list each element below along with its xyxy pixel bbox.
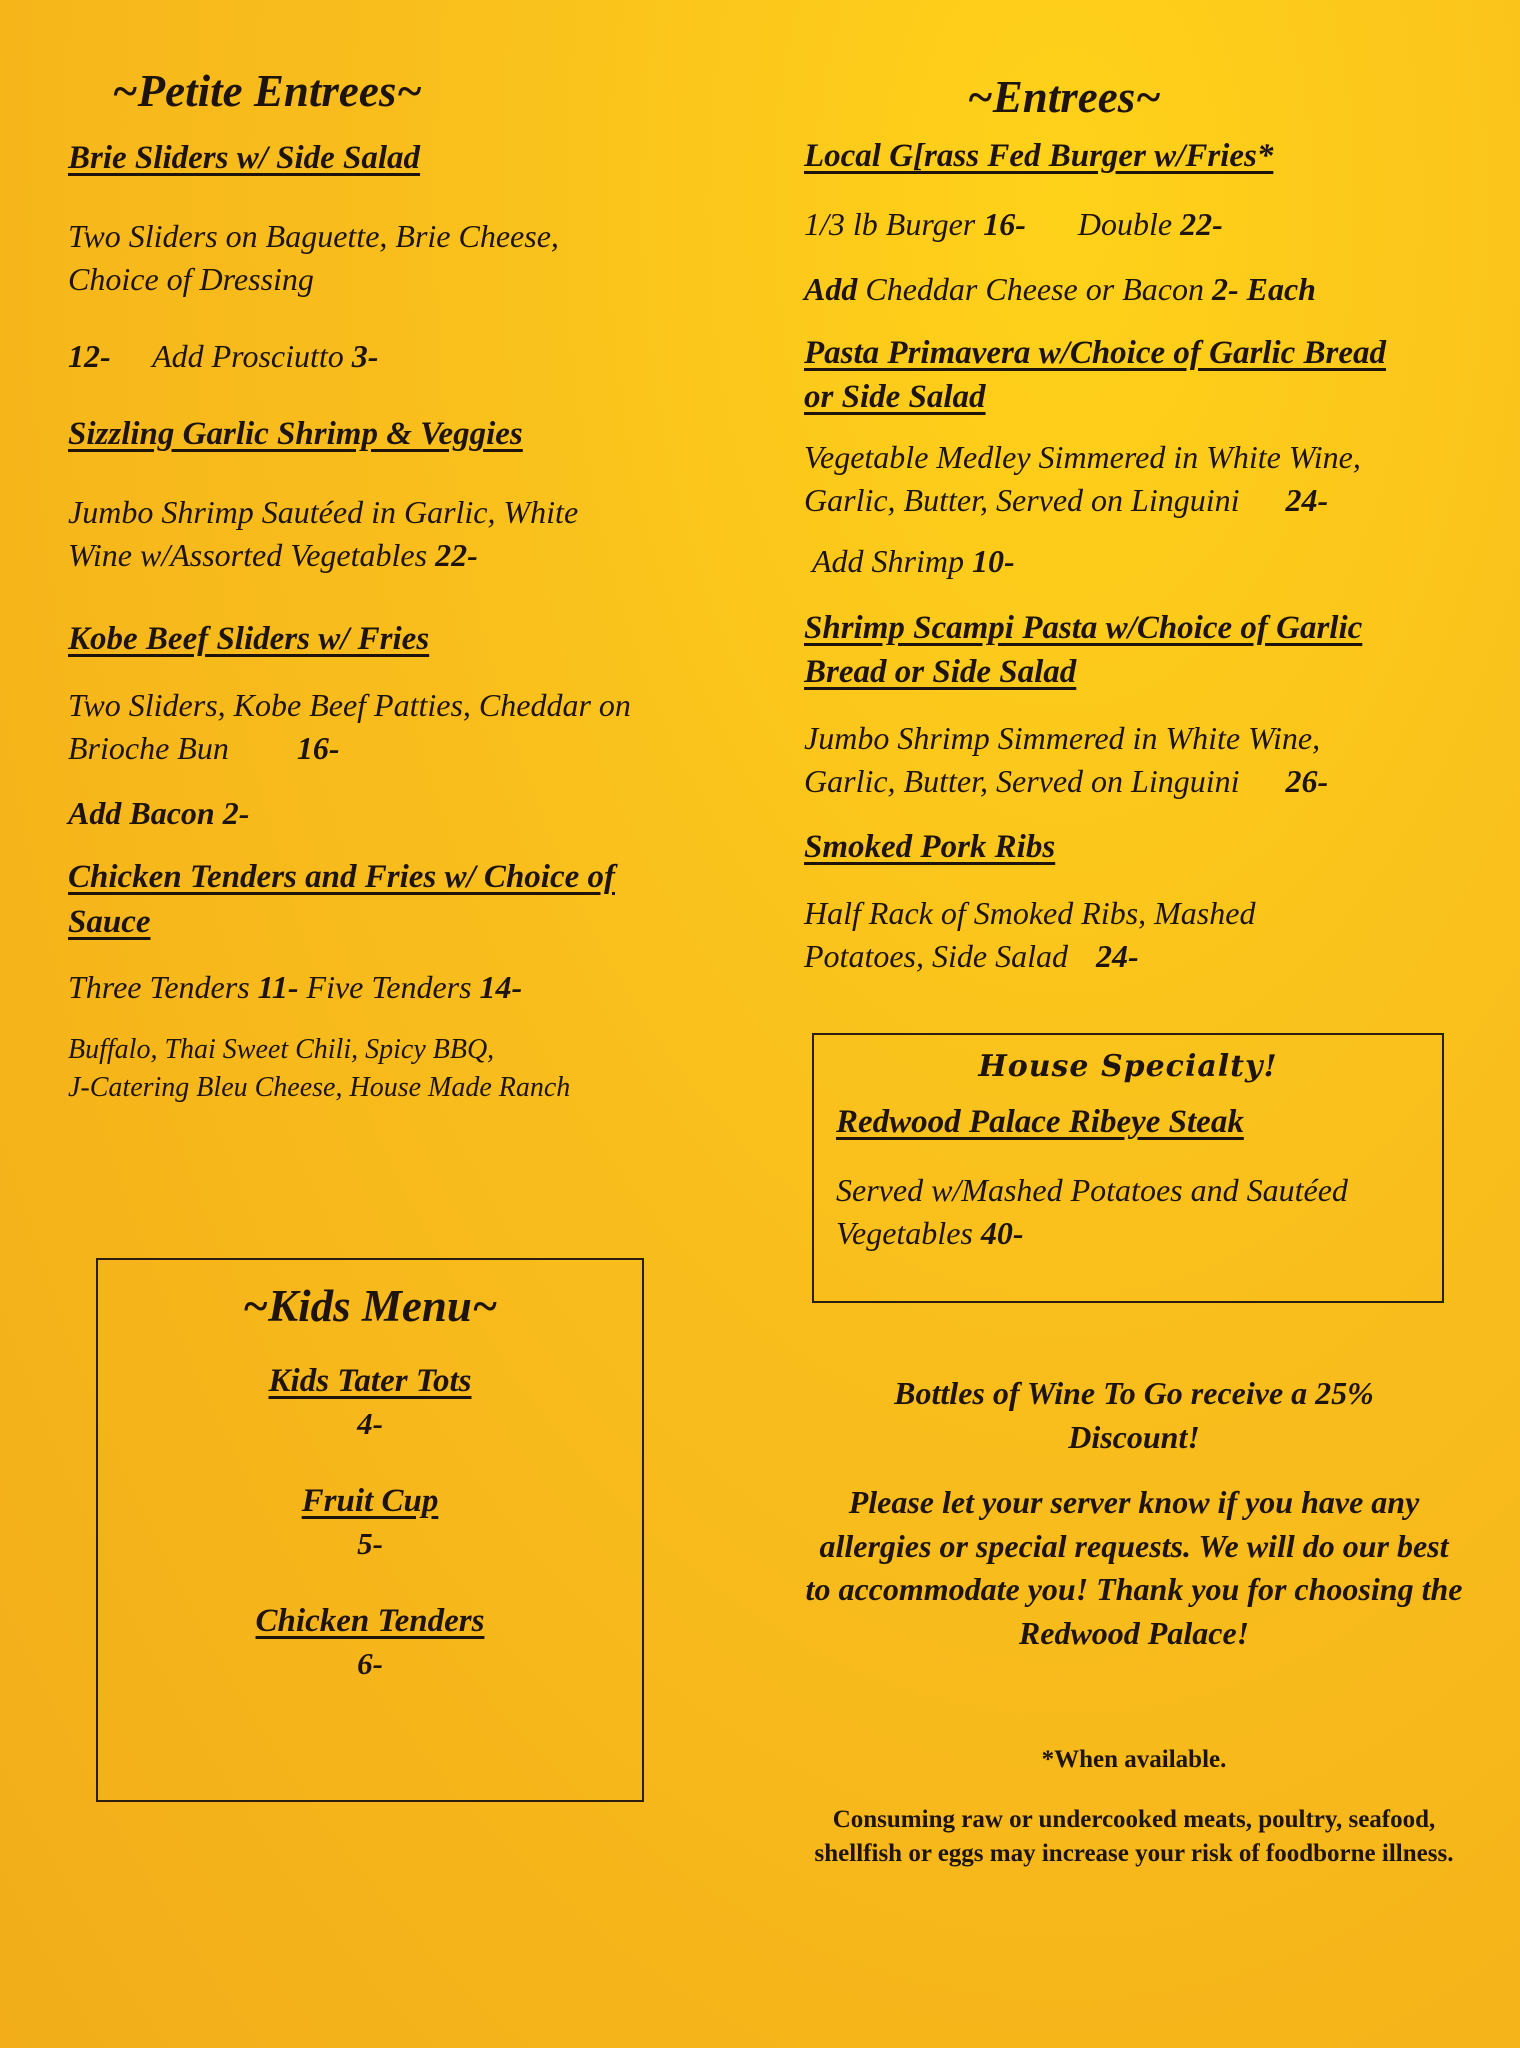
menu-item-brie-sliders: [68, 136, 708, 378]
addon-line: Add Cheddar Cheese or Bacon 2- Each: [804, 270, 1316, 307]
kids-item-name: Fruit Cup: [301, 1483, 439, 1520]
addon-price: 3-: [351, 337, 379, 374]
petite-entrees-section: [68, 64, 708, 1107]
house-specialty-box: [812, 1033, 1444, 1303]
addon-label: Add Prosciutto: [152, 337, 344, 374]
item-title: Shrimp Scampi Pasta w/Choice of Garlic Bread or Side Salad: [804, 609, 1363, 691]
item-description: Jumbo Shrimp Simmered in White Wine, Garlic, Butter, Served on Linguini 26-: [804, 719, 1329, 799]
menu-notes: [804, 1372, 1464, 1896]
item-price: 24-: [1095, 937, 1139, 974]
item-price: 12-: [68, 337, 111, 374]
item-title: Sizzling Garlic Shrimp & Veggies: [68, 416, 523, 453]
item-description: Vegetable Medley Simmered in White Wine, Garlic, Butter, Served on Linguini 24-: [804, 439, 1361, 519]
item-title: Chicken Tenders and Fries w/ Choice of Sauce: [68, 859, 615, 940]
item-price-line: [68, 335, 708, 378]
availability-note: *When available.: [1041, 1746, 1227, 1774]
house-specialty-title: House Specialty!: [978, 1049, 1278, 1084]
food-safety-warning: Consuming raw or undercooked meats, poultry, seafood, shellfish or eggs may increase your risk of foodborne illness.: [814, 1805, 1454, 1867]
item-description: Jumbo Shrimp Sautéed in Garlic, White Wine w/Assorted Vegetables 22-: [68, 493, 579, 573]
kids-item-price: 4-: [357, 1405, 383, 1441]
menu-item-kobe-sliders: [68, 617, 708, 835]
kids-item-price: 6-: [357, 1646, 383, 1682]
entrees-title: ~Entrees~: [967, 72, 1161, 122]
item-title: Smoked Pork Ribs: [804, 829, 1056, 866]
item-description: Half Rack of Smoked Ribs, Mashed Potatoes, Side Salad 24-: [804, 894, 1256, 974]
petite-entrees-title: ~Petite Entrees~: [112, 66, 422, 116]
entrees-section: [804, 70, 1464, 978]
menu-item-chicken-tenders: [68, 855, 708, 1107]
menu-item-pasta-primavera: [804, 331, 1464, 584]
item-price-line: 1/3 lb Burger 16- Double 22-: [804, 205, 1223, 242]
server-note: Please let your server know if you have any allergies or special requests. We will do our best to accommodate you! Thank you for choosing the Redwood Palace!: [805, 1484, 1463, 1651]
addon-label: Add Bacon 2-: [68, 794, 250, 831]
menu-item-burger: [804, 134, 1464, 311]
item-price: 26-: [1285, 762, 1329, 799]
kids-item-name: Kids Tater Tots: [268, 1363, 472, 1399]
item-description: Served w/Mashed Potatoes and Sautéed Vegetables 40-: [836, 1171, 1348, 1251]
menu-item-pork-ribs: [804, 825, 1464, 978]
addon-line: Add Shrimp 10-: [812, 543, 1015, 580]
menu-item-garlic-shrimp: [68, 412, 708, 577]
item-title: Brie Sliders w/ Side Salad: [68, 140, 421, 176]
item-title: Redwood Palace Ribeye Steak: [836, 1104, 1244, 1140]
wine-discount-note: Bottles of Wine To Go receive a 25% Discount!: [894, 1375, 1374, 1455]
item-title: Pasta Primavera w/Choice of Garlic Bread or Side Salad: [804, 334, 1387, 416]
item-price: 40-: [980, 1214, 1024, 1251]
menu-item-shrimp-scampi: [804, 606, 1464, 803]
item-price: 22-: [435, 536, 478, 573]
item-price-line: Three Tenders 11- Five Tenders 14-: [68, 969, 523, 1006]
item-title: Kobe Beef Sliders w/ Fries: [68, 621, 430, 658]
item-description: Two Sliders, Kobe Beef Patties, Cheddar on Brioche Bun 16-: [68, 686, 631, 766]
item-title: Local G[rass Fed Burger w/Fries*: [804, 138, 1274, 174]
kids-menu-box: [96, 1258, 644, 1802]
item-description: Two Sliders on Baguette, Brie Cheese, Choice of Dressing: [68, 217, 559, 297]
item-price: 16-: [296, 729, 340, 766]
item-price: 24-: [1285, 482, 1329, 519]
sauce-options: Buffalo, Thai Sweet Chili, Spicy BBQ, J-Catering Bleu Cheese, House Made Ranch: [68, 1034, 571, 1104]
kids-item-price: 5-: [357, 1525, 383, 1561]
kids-item-name: Chicken Tenders: [255, 1603, 485, 1640]
kids-menu-title: ~Kids Menu~: [242, 1281, 498, 1331]
